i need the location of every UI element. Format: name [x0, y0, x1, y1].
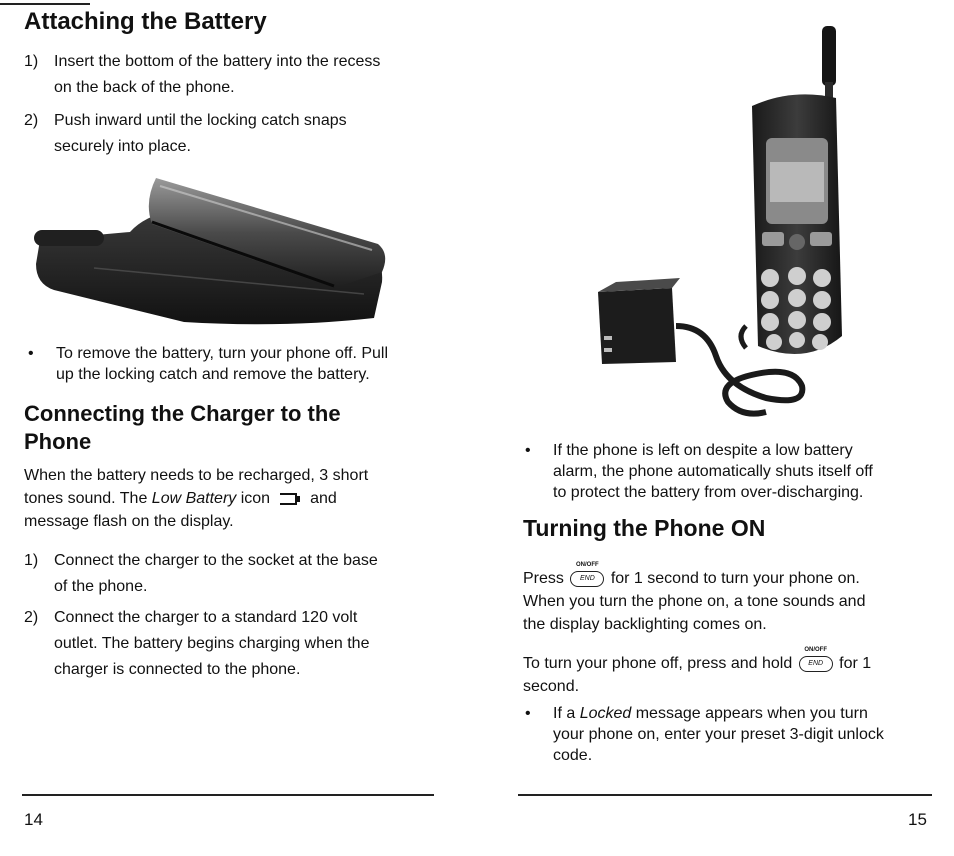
intro-text: icon	[236, 490, 271, 507]
intro-line: message flash on the display.	[24, 513, 234, 530]
step-line: of the phone.	[54, 578, 148, 595]
heading-turning-phone-on: Turning the Phone ON	[523, 515, 766, 541]
press-text: for 1 second to turn your phone on.	[610, 570, 860, 587]
step-number: 1)	[24, 53, 39, 70]
press-text: Press	[523, 570, 564, 587]
heading-attaching-battery: Attaching the Battery	[24, 8, 267, 35]
intro-text: and	[310, 490, 337, 507]
heading-line: Phone	[24, 429, 92, 454]
low-battery-icon	[276, 492, 304, 506]
note-line: To remove the battery, turn your phone off. Pull	[56, 345, 389, 362]
step-number: 2)	[24, 112, 39, 129]
note-line: alarm, the phone automatically shuts itself off	[553, 463, 873, 480]
bullet-mark: •	[525, 442, 531, 459]
press-to-turn-on	[523, 561, 933, 636]
bullet-mark: •	[28, 345, 34, 362]
step-line: charger is connected to the phone.	[54, 661, 301, 678]
charger-intro	[24, 464, 444, 533]
note-line: up the locking catch and remove the battery.	[56, 366, 370, 383]
note-text: If a	[553, 705, 580, 722]
step-line: outlet. The battery begins charging when the	[54, 635, 370, 652]
phone-with-charger-illustration	[596, 26, 856, 418]
locked-term: Locked	[579, 705, 632, 722]
off-text: for 1	[839, 655, 872, 672]
press-line: the display backlighting comes on.	[523, 616, 767, 633]
top-rule	[0, 3, 90, 5]
bullet-mark: •	[525, 705, 531, 722]
step-line: securely into place.	[54, 138, 191, 155]
press-line: When you turn the phone on, a tone sounds and	[523, 593, 866, 610]
heading-line: Connecting the Charger to the	[24, 401, 341, 426]
battery-attaching-illustration	[34, 172, 390, 328]
footer-rule-left	[22, 794, 434, 796]
turn-off-instruction	[523, 646, 933, 698]
step-number: 1)	[24, 552, 39, 569]
note-line: If the phone is left on despite a low battery	[553, 442, 853, 459]
end-key-icon: ON/OFF END	[799, 656, 833, 672]
end-key-icon: ON/OFF END	[570, 571, 604, 587]
note-line: code.	[553, 747, 593, 764]
step-line: Connect the charger to the socket at the base	[54, 552, 378, 569]
page-number-right: 15	[908, 810, 927, 829]
intro-text: tones sound. The	[24, 490, 152, 507]
note-line: to protect the battery from over-discharging.	[553, 484, 864, 501]
intro-line: When the battery needs to be recharged, 3 short	[24, 467, 369, 484]
page-number-left: 14	[24, 810, 43, 829]
step-number: 2)	[24, 609, 39, 626]
note-text: message appears when you turn	[631, 705, 868, 722]
step-line: on the back of the phone.	[54, 79, 235, 96]
heading-connecting-charger	[24, 400, 341, 456]
off-text: To turn your phone off, press and hold	[523, 655, 793, 672]
note-line: your phone on, enter your preset 3-digit unlock	[553, 726, 884, 743]
step-line: Insert the bottom of the battery into the recess	[54, 53, 381, 70]
step-line: Push inward until the locking catch snaps	[54, 112, 347, 129]
footer-rule-right	[518, 794, 932, 796]
step-line: Connect the charger to a standard 120 volt	[54, 609, 358, 626]
low-battery-term: Low Battery	[151, 490, 237, 507]
off-line: second.	[523, 678, 580, 695]
